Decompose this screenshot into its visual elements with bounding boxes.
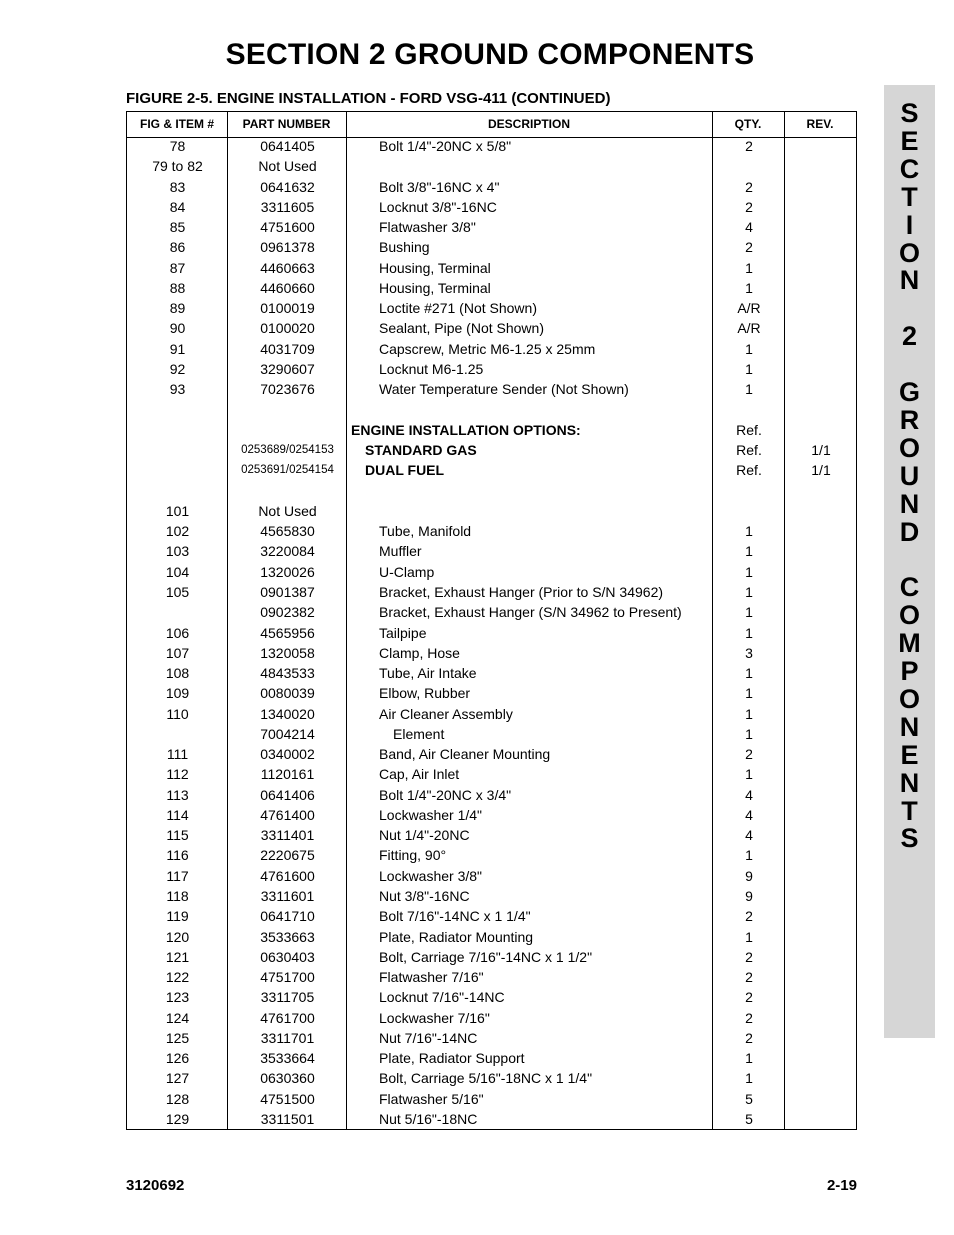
qty-cell: 1 (745, 665, 753, 681)
part-number-cell: 0630360 (260, 1070, 315, 1087)
qty-cell: 2 (745, 138, 753, 154)
qty-cell: 5 (745, 1090, 753, 1107)
description-cell: Loctite #271 (Not Shown) (379, 300, 537, 317)
fig-item-cell: 110 (166, 705, 189, 722)
part-number-cell: 3311501 (260, 1111, 315, 1127)
fig-item-cell: 86 (169, 239, 186, 256)
fig-item-cell: 119 (166, 908, 189, 925)
table-row (127, 744, 856, 764)
qty-cell: 2 (745, 198, 753, 215)
fig-item-cell: 120 (165, 928, 190, 945)
rev-cell: 1/1 (811, 462, 831, 479)
description-cell: Bushing (379, 239, 430, 256)
table-row (127, 318, 856, 338)
part-number-cell: 0340002 (260, 746, 315, 763)
description-cell: Cap, Air Inlet (379, 766, 460, 783)
description-cell: Nut 5/16"-18NC (379, 1111, 478, 1127)
table-row (127, 805, 856, 825)
part-number-cell: 4565830 (260, 523, 315, 540)
qty-cell: 1 (745, 1070, 753, 1087)
description-cell: Tube, Air Intake (379, 665, 477, 681)
part-number-cell: 0641405 (260, 138, 315, 154)
description-cell: Locknut 3/8"-16NC (379, 198, 497, 215)
part-number-cell: 4751600 (260, 219, 315, 236)
section-title: SECTION 2 GROUND COMPONENTS (225, 38, 755, 71)
qty-cell: 1 (745, 279, 753, 296)
description-cell: Capscrew, Metric M6-1.25 x 25mm (379, 340, 596, 357)
part-number-cell: 2220675 (260, 847, 315, 864)
part-number-cell: 0253691/0254154 (241, 464, 334, 477)
fig-item-cell: 127 (165, 1070, 190, 1087)
table-row (127, 825, 856, 845)
part-number-cell: 0100019 (260, 300, 315, 317)
qty-cell: 2 (745, 969, 753, 986)
table-row (127, 359, 856, 379)
table-row (127, 886, 856, 906)
table-row (127, 764, 856, 784)
fig-item-cell: 84 (169, 198, 186, 215)
qty-cell: 1 (745, 543, 753, 560)
qty-cell: Ref. (736, 421, 762, 438)
table-row (127, 683, 856, 703)
qty-cell: A/R (737, 300, 761, 317)
part-number-cell: 3311601 (260, 888, 315, 904)
table-row (127, 987, 856, 1007)
table-row (127, 1008, 856, 1028)
description-cell: Bolt 3/8"-16NC x 4" (379, 178, 500, 195)
part-number-cell: Not Used (258, 502, 317, 519)
part-number-cell: 3311605 (260, 198, 315, 215)
header-qty: QTY. (734, 117, 762, 131)
part-number-cell: 4761400 (260, 806, 315, 823)
description-cell: Flatwasher 5/16" (379, 1090, 484, 1107)
part-number-cell: Not Used (258, 158, 317, 175)
fig-item-cell: 123 (165, 989, 190, 1006)
fig-item-cell: 92 (169, 361, 186, 377)
qty-cell: 2 (745, 908, 753, 925)
fig-item-cell: 117 (166, 867, 189, 884)
part-number-cell: 4460660 (260, 279, 315, 296)
side-tab-letter: E (900, 125, 919, 156)
description-cell: Nut 7/16"-14NC (379, 1029, 478, 1046)
description-cell: Locknut M6-1.25 (379, 361, 484, 377)
header-fig-item: FIG & ITEM # (139, 117, 214, 131)
qty-cell: Ref. (736, 442, 762, 459)
side-tab-letter: O (898, 237, 920, 268)
fig-item-cell: 116 (166, 847, 189, 864)
table-row (127, 177, 856, 197)
side-tab-letter: O (898, 683, 920, 714)
fig-item-cell: 87 (169, 259, 186, 276)
part-number-cell: 0100020 (260, 320, 315, 337)
description-cell: Muffler (379, 543, 422, 560)
fig-item-cell: 125 (165, 1029, 190, 1046)
side-tab-letter: T (901, 795, 918, 826)
table-row (127, 217, 856, 237)
side-tab-letter: U (899, 460, 920, 491)
part-number-cell: 7023676 (260, 381, 315, 398)
table-row (127, 724, 856, 744)
qty-cell: 2 (745, 746, 753, 763)
side-tab-letter: S (900, 823, 919, 854)
table-row (127, 866, 856, 886)
part-number-cell: 0080039 (260, 685, 315, 702)
fig-item-cell: 109 (165, 685, 190, 702)
description-cell: Plate, Radiator Support (379, 1050, 525, 1067)
part-number-cell: 7004214 (260, 725, 315, 742)
side-tab-letter: N (899, 265, 920, 296)
qty-cell: 9 (745, 888, 753, 904)
table-row (127, 1028, 856, 1048)
fig-item-cell: 114 (166, 806, 189, 823)
qty-cell: 2 (745, 239, 753, 256)
qty-cell: 1 (745, 604, 753, 621)
part-number-cell: 4031709 (260, 340, 315, 357)
qty-cell: 1 (745, 725, 753, 742)
description-cell: Bolt 1/4"-20NC x 3/4" (379, 786, 512, 803)
side-tab-letter: I (905, 209, 914, 240)
description-cell: Lockwasher 1/4" (379, 806, 483, 823)
qty-cell: 1 (745, 583, 753, 600)
fig-item-cell: 93 (169, 381, 186, 398)
fig-item-cell: 124 (165, 1009, 190, 1026)
part-number-cell: 4761600 (260, 867, 315, 884)
description-cell: Nut 3/8"-16NC (379, 888, 470, 904)
fig-item-cell: 91 (169, 340, 186, 357)
qty-cell: 1 (745, 340, 753, 357)
qty-cell: 1 (745, 361, 753, 377)
qty-cell: 9 (745, 867, 753, 884)
table-row (127, 339, 856, 359)
side-tab-letter: O (898, 600, 920, 631)
side-tab-letter: C (899, 153, 920, 184)
table-row (127, 947, 856, 967)
description-cell: Bracket, Exhaust Hanger (S/N 34962 to Present) (379, 604, 682, 621)
qty-cell: 1 (745, 766, 753, 783)
table-row (127, 460, 856, 480)
fig-item-cell: 105 (165, 583, 190, 600)
header-part-number: PART NUMBER (242, 117, 331, 131)
part-number-cell: 0901387 (260, 583, 315, 600)
part-number-cell: 4565956 (260, 624, 315, 641)
side-tab-letter: E (900, 739, 919, 770)
table-row (127, 582, 856, 602)
part-number-cell: 3311705 (260, 989, 315, 1006)
table-row (127, 643, 856, 663)
header-description: DESCRIPTION (487, 117, 570, 131)
table-row (127, 156, 856, 176)
side-tab-letter: M (898, 628, 921, 659)
part-number-cell: 1340020 (260, 705, 315, 722)
description-cell: Elbow, Rubber (379, 685, 471, 702)
side-tab-letter: G (898, 377, 920, 407)
qty-cell: Ref. (736, 462, 762, 479)
fig-item-cell: 108 (165, 665, 190, 681)
table-row (127, 663, 856, 683)
qty-cell: 1 (745, 523, 753, 540)
table-row (127, 400, 856, 420)
table-row (127, 541, 856, 561)
qty-cell: 1 (745, 928, 753, 945)
qty-cell: 4 (745, 786, 753, 803)
parts-table (126, 111, 857, 1130)
description-cell: Air Cleaner Assembly (379, 705, 513, 722)
description-cell: Lockwasher 3/8" (379, 867, 483, 884)
part-number-cell: 1320026 (260, 563, 315, 580)
fig-item-cell: 107 (165, 644, 190, 661)
qty-cell: 1 (745, 381, 753, 398)
page-number: 2-19 (826, 1177, 857, 1194)
fig-item-cell: 83 (169, 178, 186, 195)
table-row (127, 845, 856, 865)
qty-cell: 5 (745, 1111, 753, 1127)
table-row (127, 298, 856, 318)
side-tab (884, 85, 935, 1038)
qty-cell: 2 (745, 989, 753, 1006)
description-cell: Tube, Manifold (379, 523, 472, 540)
description-cell: Bolt, Carriage 5/16"-18NC x 1 1/4" (379, 1070, 593, 1087)
fig-item-cell: 106 (165, 624, 190, 641)
fig-item-cell: 121 (165, 948, 190, 965)
part-number-cell: 3311401 (260, 827, 315, 844)
qty-cell: 3 (745, 644, 753, 661)
part-number-cell: 1120161 (260, 766, 315, 783)
side-tab-letter: S (900, 98, 919, 128)
description-cell: DUAL FUEL (365, 462, 445, 479)
table-row (127, 927, 856, 947)
table-row (127, 420, 856, 440)
description-cell: Locknut 7/16"-14NC (379, 989, 505, 1006)
description-cell: Water Temperature Sender (Not Shown) (379, 381, 629, 398)
fig-item-cell: 78 (169, 138, 186, 154)
part-number-cell: 0641710 (260, 908, 315, 925)
side-tab-letter: 2 (901, 321, 918, 352)
qty-cell: 4 (745, 827, 753, 844)
qty-cell: 2 (745, 948, 753, 965)
qty-cell: 1 (745, 705, 753, 722)
figure-title: FIGURE 2-5. ENGINE INSTALLATION - FORD VSG-411 (CONTINUED) (126, 90, 611, 107)
qty-cell: A/R (737, 320, 761, 337)
description-cell: Flatwasher 3/8" (379, 219, 476, 236)
description-cell: U-Clamp (379, 563, 435, 580)
fig-item-cell: 128 (165, 1090, 190, 1107)
table-row (127, 136, 856, 156)
part-number-cell: 3533664 (260, 1050, 315, 1067)
part-number-cell: 3290607 (260, 361, 315, 377)
part-number-cell: 4751700 (260, 969, 315, 986)
qty-cell: 4 (745, 219, 753, 236)
table-row (127, 562, 856, 582)
fig-item-cell: 102 (165, 523, 190, 540)
part-number-cell: 0902382 (260, 604, 315, 621)
table-row (127, 521, 856, 541)
table-row (127, 704, 856, 724)
part-number-cell: 0253689/0254153 (241, 444, 334, 457)
qty-cell: 1 (745, 685, 753, 702)
side-tab-letter: R (899, 404, 920, 435)
part-number-cell: 4460663 (260, 259, 315, 276)
side-tab-letter: T (901, 181, 918, 212)
fig-item-cell: 88 (169, 279, 186, 296)
description-cell: Clamp, Hose (379, 644, 460, 661)
table-row (127, 967, 856, 987)
fig-item-cell: 129 (165, 1111, 190, 1127)
table-row (127, 258, 856, 278)
fig-item-cell: 112 (166, 766, 189, 783)
fig-item-cell: 90 (169, 320, 186, 337)
qty-cell: 2 (745, 178, 753, 195)
part-number-cell: 3533663 (260, 928, 315, 945)
fig-item-cell: 118 (166, 888, 189, 904)
table-row (127, 278, 856, 298)
table-row (127, 1109, 856, 1129)
description-cell: Housing, Terminal (379, 259, 491, 276)
qty-cell: 1 (745, 1050, 753, 1067)
part-number-cell: 0641632 (260, 178, 315, 195)
description-cell: Flatwasher 7/16" (379, 969, 484, 986)
description-cell: ENGINE INSTALLATION OPTIONS: (351, 421, 581, 438)
table-row (127, 379, 856, 399)
side-tab-letter: D (899, 516, 920, 547)
table-row (127, 197, 856, 217)
description-cell: Fitting, 90° (379, 847, 447, 864)
table-row (127, 602, 856, 622)
description-cell: Bolt 1/4"-20NC x 5/8" (379, 138, 512, 154)
qty-cell: 1 (745, 563, 753, 580)
fig-item-cell: 85 (169, 219, 186, 236)
part-number-cell: 4843533 (260, 665, 315, 681)
description-cell: Plate, Radiator Mounting (379, 928, 534, 945)
part-number-cell: 1320058 (260, 644, 315, 661)
description-cell: Element (393, 725, 445, 742)
fig-item-cell: 89 (169, 300, 186, 317)
table-row (127, 501, 856, 521)
part-number-cell: 4751500 (260, 1090, 315, 1107)
rev-cell: 1/1 (811, 442, 831, 459)
header-rev: REV. (806, 117, 834, 131)
doc-number: 3120692 (126, 1177, 185, 1194)
table-row (127, 1068, 856, 1088)
side-tab-letter: N (899, 488, 920, 519)
part-number-cell: 0630403 (260, 948, 315, 965)
fig-item-cell: 104 (165, 563, 190, 580)
fig-item-cell: 101 (165, 502, 190, 519)
description-cell: Housing, Terminal (379, 279, 491, 296)
description-cell: Nut 1/4"-20NC (379, 827, 470, 844)
part-number-cell: 4761700 (260, 1009, 315, 1026)
qty-cell: 1 (745, 624, 753, 641)
part-number-cell: 3220084 (260, 543, 315, 560)
table-row (127, 1048, 856, 1068)
description-cell: Band, Air Cleaner Mounting (379, 746, 551, 763)
qty-cell: 1 (745, 847, 753, 864)
part-number-cell: 3311701 (260, 1029, 315, 1046)
qty-cell: 2 (745, 1029, 753, 1046)
table-row (127, 440, 856, 460)
side-tab-letter: P (900, 656, 919, 686)
fig-item-cell: 113 (166, 786, 189, 803)
side-tab-letter: N (899, 767, 920, 798)
qty-cell: 1 (745, 259, 753, 276)
description-cell: Sealant, Pipe (Not Shown) (379, 320, 544, 337)
part-number-cell: 0641406 (260, 786, 315, 803)
side-tab-letter: O (898, 432, 920, 463)
fig-item-cell: 122 (165, 969, 190, 986)
side-tab-letter: N (899, 711, 920, 742)
fig-item-cell: 79 to 82 (152, 158, 203, 175)
part-number-cell: 0961378 (260, 239, 315, 256)
table-row (127, 906, 856, 926)
side-tab-letter: C (899, 572, 920, 603)
table-row (127, 623, 856, 643)
fig-item-cell: 103 (165, 543, 190, 560)
description-cell: Lockwasher 7/16" (379, 1009, 490, 1026)
qty-cell: 2 (745, 1009, 753, 1026)
description-cell: STANDARD GAS (365, 442, 477, 459)
table-row (127, 237, 856, 257)
fig-item-cell: 126 (165, 1050, 190, 1067)
qty-cell: 4 (745, 806, 753, 823)
table-row (127, 481, 856, 501)
description-cell: Bolt 7/16"-14NC x 1 1/4" (379, 908, 531, 925)
fig-item-cell: 115 (166, 827, 189, 844)
description-cell: Bracket, Exhaust Hanger (Prior to S/N 34962) (379, 583, 664, 600)
description-cell: Tailpipe (379, 624, 427, 641)
description-cell: Bolt, Carriage 7/16"-14NC x 1 1/2" (379, 948, 593, 965)
fig-item-cell: 111 (166, 746, 189, 763)
table-row (127, 785, 856, 805)
table-row (127, 1089, 856, 1109)
